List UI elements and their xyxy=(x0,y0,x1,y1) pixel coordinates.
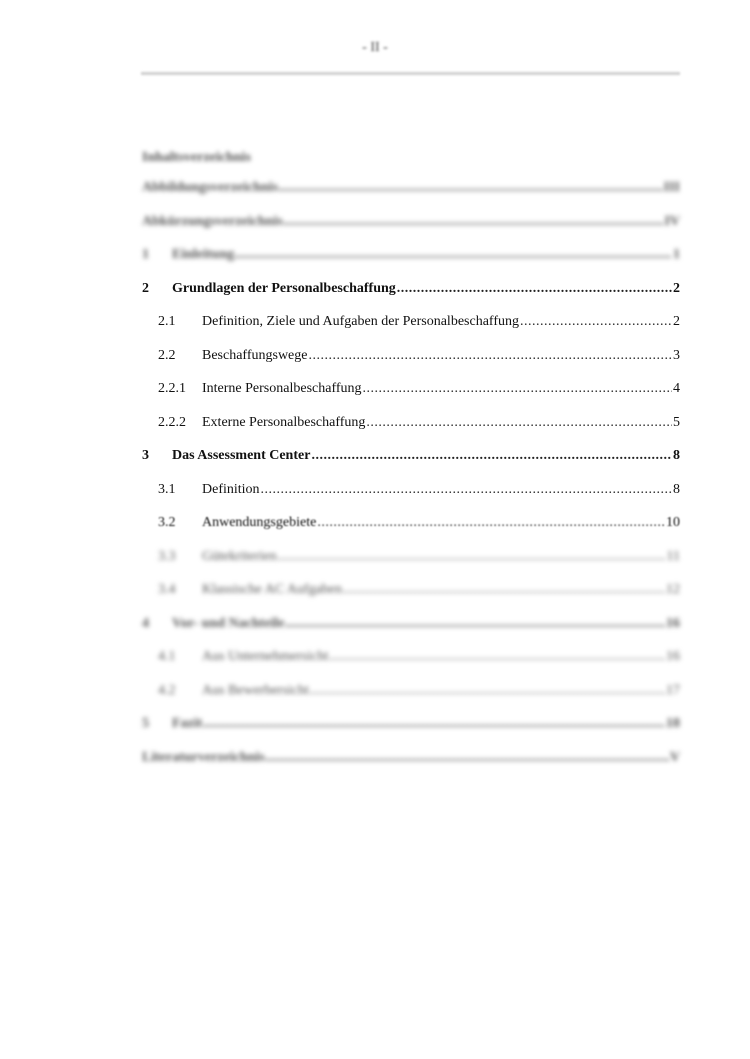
toc-entry-title: Abbildungsverzeichnis xyxy=(142,180,279,195)
toc-entry-page: V xyxy=(669,749,680,765)
toc-entry-title: Grundlagen der Personalbeschaffung xyxy=(172,280,396,296)
toc-entry[interactable] xyxy=(158,549,680,571)
toc-entry[interactable] xyxy=(158,415,680,437)
toc-entry-number: 3.2 xyxy=(158,515,176,530)
toc-entry[interactable] xyxy=(158,582,680,604)
toc-entry-title: Fazit xyxy=(172,716,203,731)
toc-entry-title: Anwendungsgebiete xyxy=(202,515,317,530)
toc-entry-title: Definition xyxy=(202,481,260,497)
toc-entry-title: Klassische AC Aufgaben xyxy=(202,582,342,597)
toc-entry-number: 2.1 xyxy=(158,314,176,329)
toc-entry[interactable] xyxy=(142,281,680,303)
toc-entry-title: Aus Bewerbersicht xyxy=(202,682,309,698)
toc-entry-page: 8 xyxy=(673,448,680,463)
toc-entry-page: 16 xyxy=(666,615,680,631)
toc-leader-dots xyxy=(309,348,673,364)
toc-entry-title: Interne Personalbeschaffung xyxy=(202,381,362,396)
toc-entry-number: 2.2 xyxy=(158,347,176,363)
toc-heading: Inhaltsverzeichnis xyxy=(142,150,251,165)
toc-entry-page: 2 xyxy=(673,280,680,296)
toc-entry[interactable] xyxy=(158,683,680,705)
toc-entry-title: Gütekriterien xyxy=(202,548,277,564)
toc-entry[interactable] xyxy=(158,515,680,537)
toc-entry-number: 4.2 xyxy=(158,682,176,698)
toc-entry[interactable] xyxy=(142,448,680,470)
toc-entry-title: Abkürzungsverzeichnis xyxy=(142,213,283,229)
toc-entry-title: Externe Personalbeschaffung xyxy=(202,414,366,430)
toc-entry-page: 17 xyxy=(666,682,680,698)
toc-entry[interactable] xyxy=(158,381,680,403)
header-rule xyxy=(141,72,680,75)
toc-leader-dots xyxy=(366,415,672,431)
toc-entry-number: 4 xyxy=(142,615,149,631)
toc-entry-page: 12 xyxy=(666,582,680,597)
toc-leader-dots xyxy=(284,214,664,230)
toc-leader-dots xyxy=(278,549,666,565)
toc-entry-page: 10 xyxy=(666,515,680,530)
toc-leader-dots xyxy=(286,616,665,632)
toc-leader-dots xyxy=(261,482,672,498)
toc-leader-dots xyxy=(279,180,663,196)
toc-entry[interactable] xyxy=(158,482,680,504)
toc-entry-page: 1 xyxy=(673,247,680,262)
toc-entry[interactable] xyxy=(142,616,680,638)
toc-entry-page: IV xyxy=(664,213,680,229)
toc-entry-title: Beschaffungswege xyxy=(202,347,308,363)
toc-entry-number: 4.1 xyxy=(158,649,176,664)
toc-entry-number: 3.1 xyxy=(158,481,176,497)
toc-entry[interactable] xyxy=(158,649,680,671)
toc-entry-number: 3.3 xyxy=(158,548,176,564)
toc-entry[interactable] xyxy=(158,348,680,370)
toc-entry-page: 2 xyxy=(673,314,680,329)
toc-leader-dots xyxy=(343,582,665,598)
toc-entry-title: Vor- und Nachteile xyxy=(172,615,285,631)
toc-entry-page: 16 xyxy=(666,649,680,664)
toc-entry[interactable] xyxy=(142,214,680,236)
toc-entry-page: III xyxy=(663,180,680,195)
toc-entry-title: Einleitung xyxy=(172,247,235,262)
toc-entry-page: 8 xyxy=(673,481,680,497)
toc-entry[interactable] xyxy=(142,247,680,269)
toc-leader-dots xyxy=(310,683,665,699)
toc-entry-number: 5 xyxy=(142,716,149,731)
toc-entry-page: 3 xyxy=(673,347,680,363)
toc-entry[interactable] xyxy=(158,314,680,336)
toc-entry-number: 2 xyxy=(142,280,149,296)
toc-entry-page: 4 xyxy=(673,381,680,396)
toc-leader-dots xyxy=(266,750,669,766)
toc-entry-page: 18 xyxy=(666,716,680,731)
toc-leader-dots xyxy=(235,247,672,263)
toc-entry-number: 2.2.1 xyxy=(158,381,186,396)
toc-entry-number: 1 xyxy=(142,247,149,262)
toc-leader-dots xyxy=(317,515,665,531)
toc-leader-dots xyxy=(329,649,665,665)
page-number: - II - xyxy=(362,40,388,55)
toc-leader-dots xyxy=(520,314,672,330)
toc-entry-page: 11 xyxy=(666,548,680,564)
toc-leader-dots xyxy=(363,381,672,397)
toc-entry-title: Literaturverzeichnis xyxy=(142,749,265,765)
toc-entry-title: Das Assessment Center xyxy=(172,448,311,463)
toc-entry[interactable] xyxy=(142,180,680,202)
toc-entry-number: 3.4 xyxy=(158,582,176,597)
toc-entry-title: Definition, Ziele und Aufgaben der Personalbeschaffung xyxy=(202,314,519,329)
toc-entry-number: 3 xyxy=(142,448,149,463)
toc-entry-number: 2.2.2 xyxy=(158,414,186,430)
toc-entry[interactable] xyxy=(142,716,680,738)
toc-entry[interactable] xyxy=(142,750,680,772)
toc-leader-dots xyxy=(397,281,672,297)
toc-leader-dots xyxy=(311,448,672,464)
toc-leader-dots xyxy=(203,716,665,732)
toc-entry-page: 5 xyxy=(673,414,680,430)
toc-entry-title: Aus Unternehmersicht xyxy=(202,649,329,664)
